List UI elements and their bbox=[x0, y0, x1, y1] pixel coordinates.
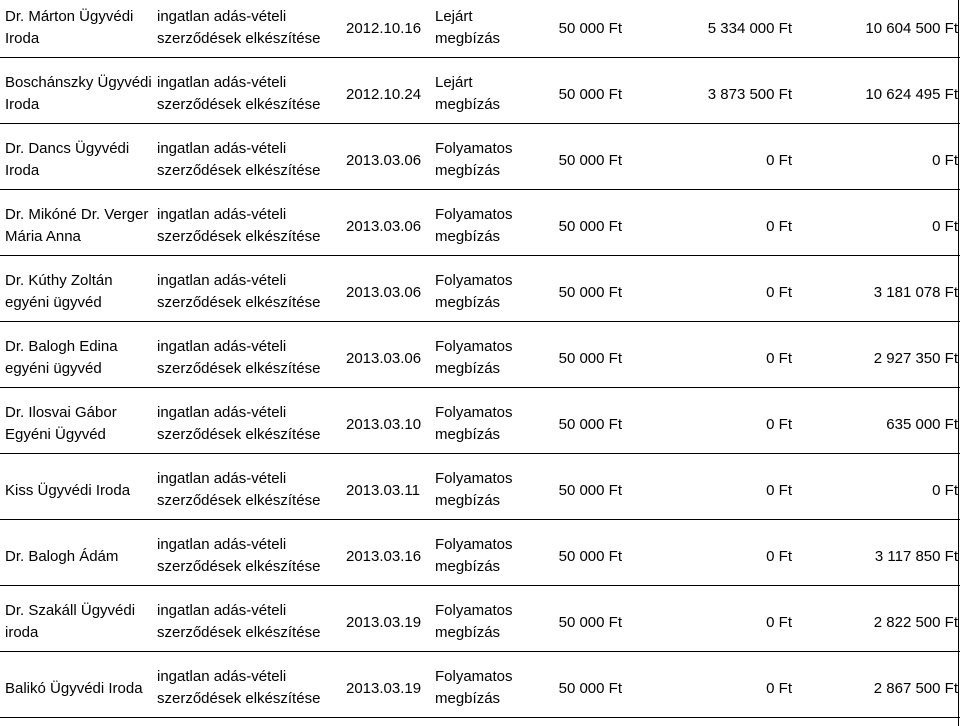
paid-amount-cell: 0 Ft bbox=[766, 152, 792, 169]
task-cell: ingatlan adás-vételi szerződések elkészítése bbox=[157, 404, 321, 443]
task-cell: ingatlan adás-vételi szerződések elkészítése bbox=[157, 206, 321, 245]
date-cell: 2012.10.24 bbox=[346, 86, 422, 103]
status-cell: Folyamatos megbízás bbox=[435, 404, 513, 443]
task-cell: ingatlan adás-vételi szerződések elkészítése bbox=[157, 272, 321, 311]
table-row bbox=[0, 58, 960, 124]
date-cell: 2013.03.06 bbox=[346, 152, 422, 169]
paid-amount-cell: 0 Ft bbox=[766, 482, 792, 499]
date-cell: 2013.03.16 bbox=[346, 548, 422, 565]
task-cell: ingatlan adás-vételi szerződések elkészítése bbox=[157, 536, 321, 575]
status-cell: Folyamatos megbízás bbox=[435, 140, 513, 179]
total-amount-cell: 0 Ft bbox=[932, 218, 958, 235]
lawyer-name-cell: Dr. Márton Ügyvédi Iroda bbox=[5, 8, 134, 47]
lawyer-name-cell: Balikó Ügyvédi Iroda bbox=[5, 680, 143, 697]
total-amount-cell: 0 Ft bbox=[932, 152, 958, 169]
table-row bbox=[0, 454, 960, 520]
lawyer-name-cell: Dr. Szakáll Ügyvédi iroda bbox=[5, 602, 136, 641]
status-cell: Folyamatos megbízás bbox=[435, 470, 513, 509]
total-amount-cell: 2 822 500 Ft bbox=[873, 614, 958, 631]
total-amount-cell: 0 Ft bbox=[932, 482, 958, 499]
lawyer-name-cell: Dr. Mikóné Dr. Verger Mária Anna bbox=[5, 206, 149, 245]
lawyer-name-cell: Kiss Ügyvédi Iroda bbox=[5, 482, 131, 499]
fee-cell: 50 000 Ft bbox=[558, 152, 622, 169]
total-amount-cell: 2 867 500 Ft bbox=[873, 680, 958, 697]
task-cell: ingatlan adás-vételi szerződések elkészítése bbox=[157, 74, 321, 113]
fee-cell: 50 000 Ft bbox=[558, 20, 622, 37]
task-cell: ingatlan adás-vételi szerződések elkészítése bbox=[157, 470, 321, 509]
task-cell: ingatlan adás-vételi szerződések elkészítése bbox=[157, 668, 321, 707]
fee-cell: 50 000 Ft bbox=[558, 482, 622, 499]
total-amount-cell: 10 624 495 Ft bbox=[865, 86, 958, 103]
lawyer-name-cell: Boschánszky Ügyvédi Iroda bbox=[5, 74, 152, 113]
table-row bbox=[0, 190, 960, 256]
fee-cell: 50 000 Ft bbox=[558, 680, 622, 697]
date-cell: 2013.03.06 bbox=[346, 284, 422, 301]
status-cell: Folyamatos megbízás bbox=[435, 338, 513, 377]
table-row bbox=[0, 322, 960, 388]
paid-amount-cell: 0 Ft bbox=[766, 614, 792, 631]
paid-amount-cell: 0 Ft bbox=[766, 218, 792, 235]
total-amount-cell: 10 604 500 Ft bbox=[865, 20, 958, 37]
lawyer-name-cell: Dr. Dancs Ügyvédi Iroda bbox=[5, 140, 130, 179]
status-cell: Folyamatos megbízás bbox=[435, 206, 513, 245]
lawyer-name-cell: Dr. Balogh Ádám bbox=[5, 548, 119, 565]
lawyer-name-cell: Dr. Ilosvai Gábor Egyéni Ügyvéd bbox=[5, 404, 117, 443]
date-cell: 2013.03.11 bbox=[346, 482, 420, 499]
table-row bbox=[0, 0, 960, 58]
date-cell: 2013.03.19 bbox=[346, 614, 422, 631]
fee-cell: 50 000 Ft bbox=[558, 614, 622, 631]
status-cell: Folyamatos megbízás bbox=[435, 668, 513, 707]
table-row bbox=[0, 388, 960, 454]
paid-amount-cell: 5 334 000 Ft bbox=[707, 20, 792, 37]
status-cell: Folyamatos megbízás bbox=[435, 602, 513, 641]
status-cell: Lejárt megbízás bbox=[435, 8, 501, 47]
date-cell: 2013.03.06 bbox=[346, 350, 422, 367]
status-cell: Folyamatos megbízás bbox=[435, 536, 513, 575]
date-cell: 2013.03.19 bbox=[346, 680, 422, 697]
task-cell: ingatlan adás-vételi szerződések elkészítése bbox=[157, 338, 321, 377]
paid-amount-cell: 0 Ft bbox=[766, 548, 792, 565]
total-amount-cell: 3 117 850 Ft bbox=[874, 548, 958, 565]
table-row bbox=[0, 124, 960, 190]
fee-cell: 50 000 Ft bbox=[558, 416, 622, 433]
status-cell: Lejárt megbízás bbox=[435, 74, 501, 113]
total-amount-cell: 635 000 Ft bbox=[886, 416, 958, 433]
date-cell: 2013.03.10 bbox=[346, 416, 422, 433]
paid-amount-cell: 0 Ft bbox=[766, 416, 792, 433]
task-cell: ingatlan adás-vételi szerződések elkészítése bbox=[157, 140, 321, 179]
fee-cell: 50 000 Ft bbox=[558, 284, 622, 301]
lawyer-name-cell: Dr. Kúthy Zoltán egyéni ügyvéd bbox=[5, 272, 113, 311]
status-cell: Folyamatos megbízás bbox=[435, 272, 513, 311]
task-cell: ingatlan adás-vételi szerződések elkészítése bbox=[157, 8, 321, 47]
paid-amount-cell: 0 Ft bbox=[766, 680, 792, 697]
total-amount-cell: 2 927 350 Ft bbox=[873, 350, 958, 367]
task-cell: ingatlan adás-vételi szerződések elkészítése bbox=[157, 602, 321, 641]
paid-amount-cell: 0 Ft bbox=[766, 284, 792, 301]
fee-cell: 50 000 Ft bbox=[558, 548, 622, 565]
fee-cell: 50 000 Ft bbox=[558, 218, 622, 235]
table-row bbox=[0, 256, 960, 322]
paid-amount-cell: 0 Ft bbox=[766, 350, 792, 367]
fee-cell: 50 000 Ft bbox=[558, 350, 622, 367]
paid-amount-cell: 3 873 500 Ft bbox=[707, 86, 792, 103]
date-cell: 2013.03.06 bbox=[346, 218, 422, 235]
total-amount-cell: 3 181 078 Ft bbox=[873, 284, 958, 301]
table-row bbox=[0, 586, 960, 652]
fee-cell: 50 000 Ft bbox=[558, 86, 622, 103]
table-row bbox=[0, 520, 960, 586]
table-row bbox=[0, 652, 960, 718]
lawyer-name-cell: Dr. Balogh Edina egyéni ügyvéd bbox=[5, 338, 118, 377]
date-cell: 2012.10.16 bbox=[346, 20, 422, 37]
